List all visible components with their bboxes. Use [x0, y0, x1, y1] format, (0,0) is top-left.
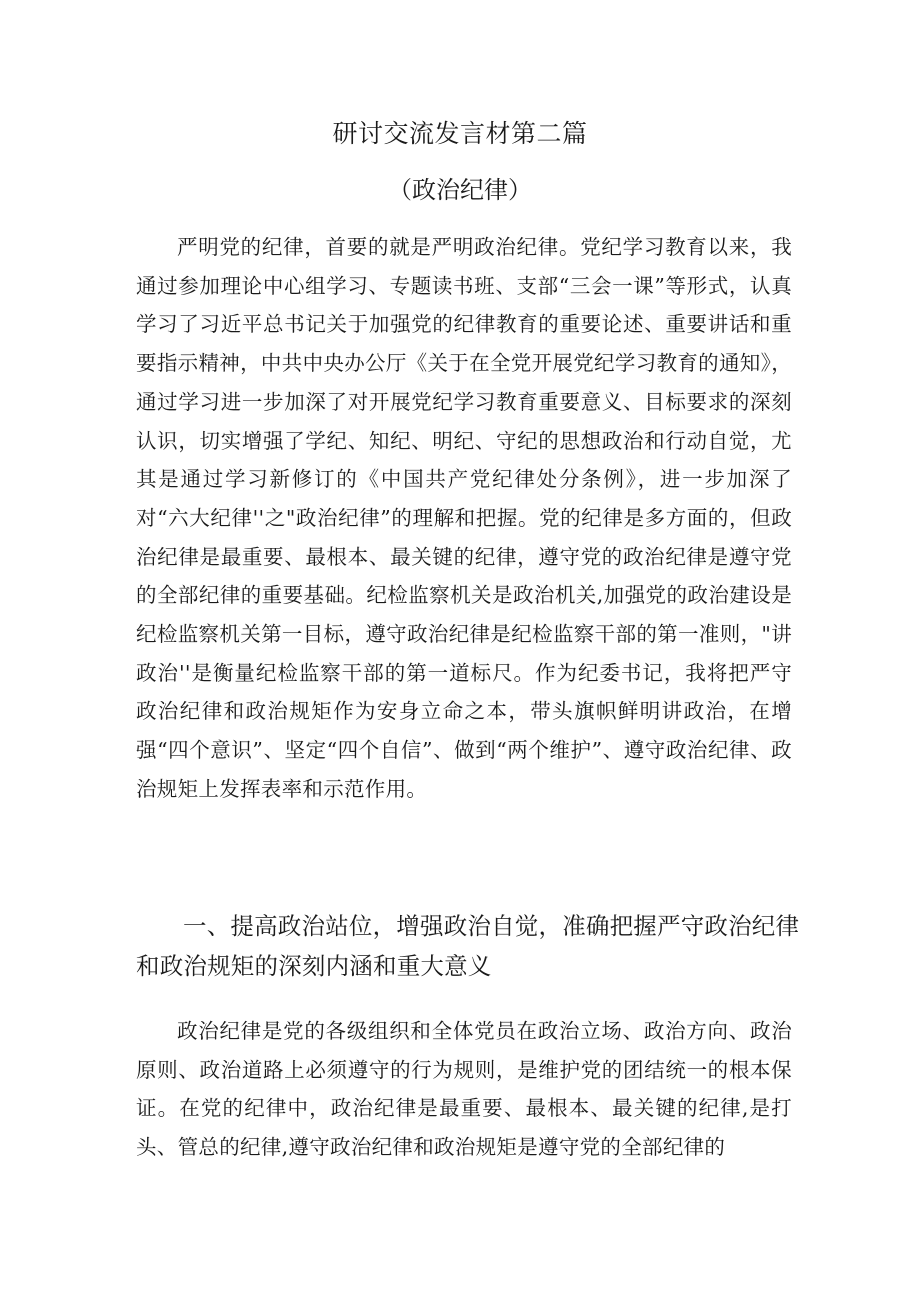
body-paragraph: 政治纪律是党的各级组织和全体党员在政治立场、政治方向、政治原则、政治道路上必须遵守的行为规则，是维护党的团结统一的根本保证。在党的纪律中，政治纪律是最重要、最根本、最关键的纪律,是打头、管总的纪律,遵守政治纪律和政治规矩是遵守党的全部纪律的 — [136, 1019, 792, 1160]
section-heading: 一、提高政治站位，增强政治自觉，准确把握严守政治纪律和政治规矩的深刻内涵和重大意义 — [136, 912, 800, 980]
document-subtitle: （政治纪律） — [388, 176, 532, 204]
document-title: 研讨交流发言材第二篇 — [332, 119, 588, 148]
body-paragraph: 严明党的纪律，首要的就是严明政治纪律。党纪学习教育以来，我通过参加理论中心组学习、专题读书班、支部“三会一课”等形式，认真学习了习近平总书记关于加强党的纪律教育的重要论述、重要讲话和重要指示精神，中共中央办公厅《关于在全党开展党纪学习教育的通知》，通过学习进一步加深了对开展党纪学习教育重要意义、目标要求的深刻认识，切实增强了学纪、知纪、明纪、守纪的思想政治和行动自觉，尤其是通过学习新修订的《中国共产党纪律处分条例》，进一步加深了对“六大纪律''之"政治纪律”的理解和把握。党的纪律是多方面的，但政治纪律是最重要、最根本、最关键的纪律，遵守党的政治纪律是遵守党的全部纪律的重要基础。纪检监察机关是政治机关,加强党的政治建设是纪检监察机关第一目标，遵守政治纪律是纪检监察干部的第一准则，"讲政治''是衡量纪检监察干部的第一道标尺。作为纪委书记，我将把严守政治纪律和政治规矩作为安身立命之本，带头旗帜鲜明讲政治，在增强“四个意识”、坚定“四个自信”、做到“两个维护”、遵守政治纪律、政治规矩上发挥表率和示范作用。 — [136, 235, 792, 801]
